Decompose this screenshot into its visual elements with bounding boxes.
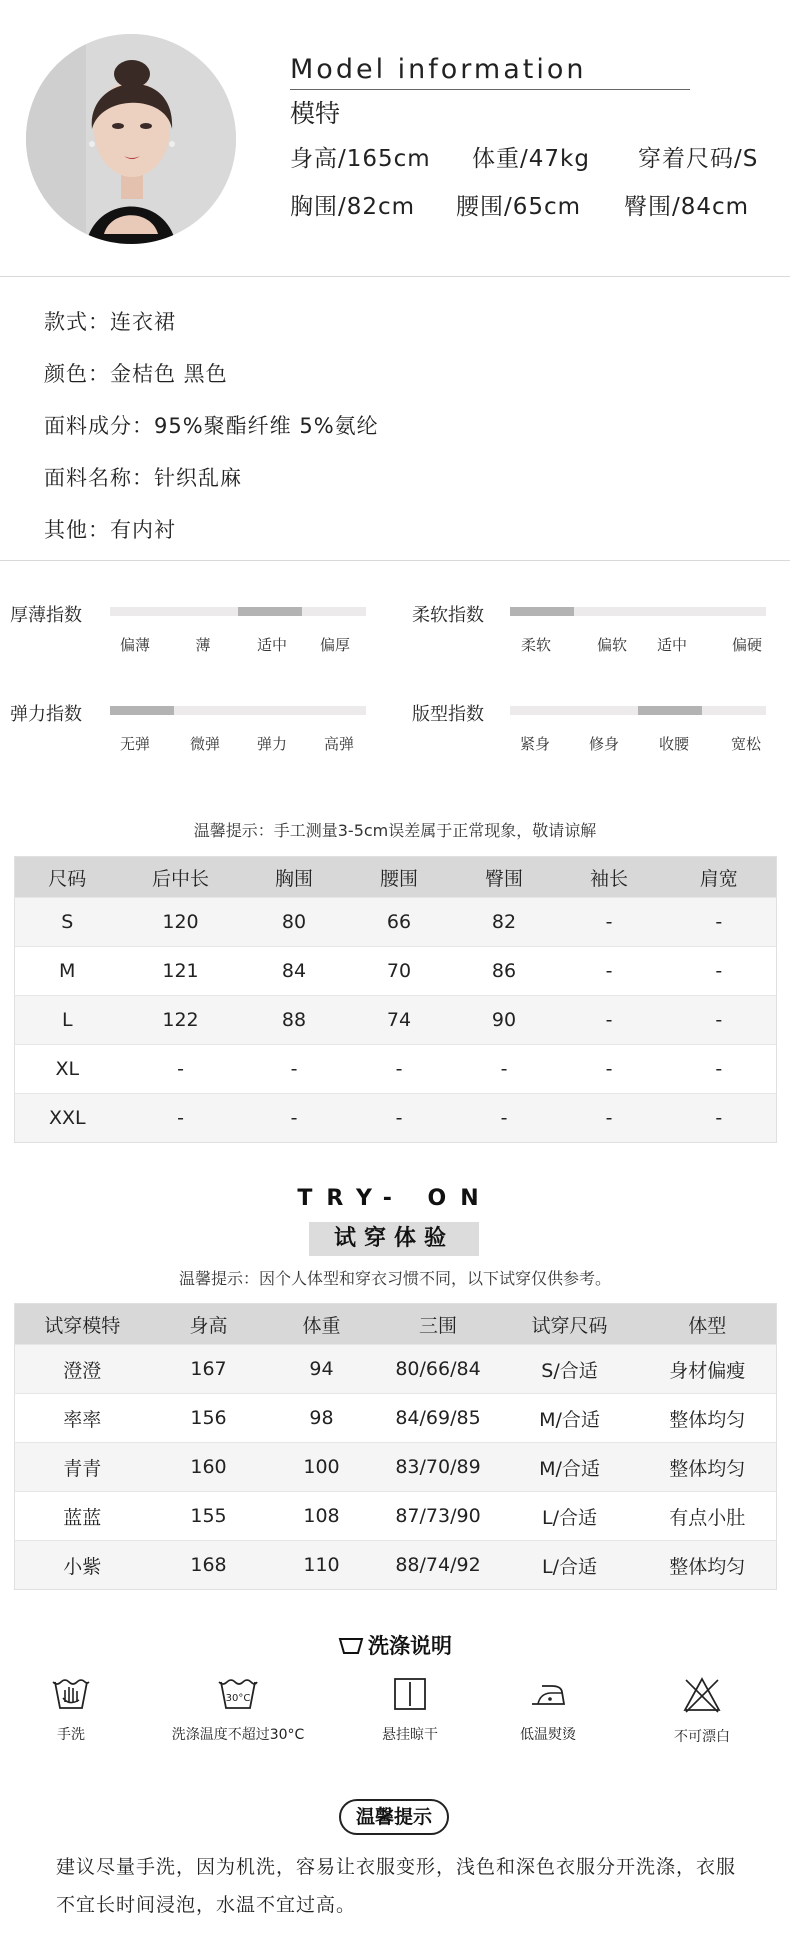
index-option: 收腰 <box>658 735 689 753</box>
tryon-table-cell: 87/73/90 <box>376 1492 501 1541</box>
size-table-row <box>15 1045 777 1094</box>
index-option: 无弹 <box>119 735 150 753</box>
wash-item-hang-dry <box>330 1676 490 1744</box>
size-table-cell: L <box>15 996 120 1045</box>
size-table-cell: - <box>557 1045 662 1094</box>
tryon-table-cell: 167 <box>150 1345 268 1394</box>
no-bleach-icon <box>682 1676 722 1714</box>
size-table-cell: 122 <box>120 996 242 1045</box>
tryon-table-cell: 100 <box>268 1443 376 1492</box>
attr-composition: 面料成分：95%聚酯纤维 5%氨纶 <box>44 414 379 438</box>
tryon-table-cell: 88/74/92 <box>376 1541 501 1590</box>
model-info-title: Model information <box>290 54 587 85</box>
size-header-cell: 胸围 <box>242 857 347 898</box>
size-header-cell: 后中长 <box>120 857 242 898</box>
wash-label: 低温熨烫 <box>520 1727 576 1743</box>
size-table-cell: 120 <box>120 898 242 947</box>
size-table-cell: 88 <box>242 996 347 1045</box>
basin-icon <box>338 1636 364 1656</box>
tryon-table-cell: 小紫 <box>15 1541 150 1590</box>
tryon-table-cell: 98 <box>268 1394 376 1443</box>
tryon-table-row <box>15 1541 777 1590</box>
index-option: 修身 <box>588 735 619 753</box>
tryon-header-cell: 体型 <box>639 1304 777 1345</box>
index-label-fit: 版型指数 <box>412 704 484 725</box>
tryon-table-cell: 整体均匀 <box>639 1394 777 1443</box>
model-bust: 胸围/82cm <box>290 194 416 220</box>
size-table-row <box>15 1094 777 1143</box>
tryon-table-cell: 有点小肚 <box>639 1492 777 1541</box>
size-table-cell: - <box>662 1045 777 1094</box>
attr-color: 颜色：金桔色 黑色 <box>44 362 228 386</box>
tryon-table-cell: 整体均匀 <box>639 1443 777 1492</box>
tryon-title: TRY- ON <box>297 1186 493 1211</box>
size-header-cell: 袖长 <box>557 857 662 898</box>
tryon-header-cell: 试穿尺码 <box>501 1304 639 1345</box>
size-table-cell: 80 <box>242 898 347 947</box>
tryon-table-cell: 83/70/89 <box>376 1443 501 1492</box>
size-table <box>14 856 777 1143</box>
wash-item-no-bleach <box>622 1676 782 1746</box>
tryon-table-row <box>15 1443 777 1492</box>
index-option: 适中 <box>256 636 287 654</box>
model-weight: 体重/47kg <box>472 146 590 172</box>
index-option: 弹力 <box>256 735 287 753</box>
size-table-header-row <box>15 857 777 898</box>
index-bar-fit <box>510 706 766 715</box>
index-option: 宽松 <box>730 735 761 753</box>
size-table-cell: S <box>15 898 120 947</box>
tryon-table-cell: 160 <box>150 1443 268 1492</box>
tryon-table-cell: S/合适 <box>501 1345 639 1394</box>
model-portrait-image <box>26 34 236 244</box>
tryon-table-cell: 整体均匀 <box>639 1541 777 1590</box>
size-table-cell: XXL <box>15 1094 120 1143</box>
section-divider <box>0 276 790 277</box>
size-header-cell: 尺码 <box>15 857 120 898</box>
hand-wash-icon <box>51 1676 91 1712</box>
wash-30c-icon <box>217 1676 259 1712</box>
tryon-table-cell: L/合适 <box>501 1492 639 1541</box>
size-table-cell: 70 <box>347 947 452 996</box>
size-table-cell: M <box>15 947 120 996</box>
tryon-table-cell: 率率 <box>15 1394 150 1443</box>
wash-label: 洗涤温度不超过30°C <box>171 1727 305 1743</box>
tryon-tip: 温馨提示：因个人体型和穿衣习惯不同，以下试穿仅供参考。 <box>178 1269 611 1288</box>
tryon-table-cell: M/合适 <box>501 1394 639 1443</box>
tryon-table-cell: L/合适 <box>501 1541 639 1590</box>
wash-label: 手洗 <box>57 1727 85 1743</box>
tryon-table-cell: 168 <box>150 1541 268 1590</box>
index-label-elasticity: 弹力指数 <box>10 704 82 725</box>
tryon-table-cell: 84/69/85 <box>376 1394 501 1443</box>
index-option: 柔软 <box>520 636 551 654</box>
size-table-cell: 84 <box>242 947 347 996</box>
index-fill-elasticity <box>110 706 174 715</box>
index-option: 偏薄 <box>119 636 150 654</box>
index-option: 偏硬 <box>731 636 762 654</box>
index-label-thickness: 厚薄指数 <box>10 605 82 626</box>
tryon-table-header-row <box>15 1304 777 1345</box>
index-option: 薄 <box>195 636 211 654</box>
low-temp-iron-icon <box>528 1676 568 1712</box>
size-table-cell: XL <box>15 1045 120 1094</box>
tryon-table-cell: 156 <box>150 1394 268 1443</box>
tryon-table-row <box>15 1394 777 1443</box>
tryon-table-cell: 80/66/84 <box>376 1345 501 1394</box>
tryon-table-cell: M/合适 <box>501 1443 639 1492</box>
index-option: 高弹 <box>323 735 354 753</box>
size-table-cell: - <box>347 1045 452 1094</box>
tryon-table-cell: 110 <box>268 1541 376 1590</box>
tryon-table-cell: 澄澄 <box>15 1345 150 1394</box>
size-table-cell: - <box>557 947 662 996</box>
model-photo <box>26 34 236 244</box>
size-table-cell: - <box>662 1094 777 1143</box>
size-table-cell: - <box>347 1094 452 1143</box>
hang-dry-icon <box>392 1676 428 1712</box>
size-table-cell: - <box>242 1045 347 1094</box>
size-table-cell: - <box>662 898 777 947</box>
size-table-cell: - <box>452 1094 557 1143</box>
index-bar-softness <box>510 607 766 616</box>
wash-item-hand-wash <box>0 1676 151 1744</box>
model-title-underline <box>290 89 690 90</box>
section-divider <box>0 560 790 561</box>
wash-title <box>0 1630 790 1660</box>
index-bar-elasticity <box>110 706 366 715</box>
tryon-table-row <box>15 1492 777 1541</box>
wash-item-30c <box>158 1676 318 1744</box>
tryon-table <box>14 1303 777 1590</box>
index-option: 偏厚 <box>319 636 350 654</box>
size-header-cell: 肩宽 <box>662 857 777 898</box>
tryon-table-row <box>15 1345 777 1394</box>
model-waist: 腰围/65cm <box>456 194 582 220</box>
tryon-table-cell: 155 <box>150 1492 268 1541</box>
size-table-cell: 90 <box>452 996 557 1045</box>
attr-style: 款式：连衣裙 <box>44 310 176 334</box>
index-fill-thickness <box>238 607 302 616</box>
size-table-tip: 温馨提示：手工测量3-5cm误差属于正常现象，敬请谅解 <box>193 821 597 840</box>
size-table-row <box>15 947 777 996</box>
tryon-table-cell: 94 <box>268 1345 376 1394</box>
tryon-header-cell: 三围 <box>376 1304 501 1345</box>
attr-fabric-name: 面料名称：针织乱麻 <box>44 466 242 490</box>
index-option: 适中 <box>656 636 687 654</box>
size-table-cell: 86 <box>452 947 557 996</box>
size-table-cell: - <box>662 996 777 1045</box>
wash-label: 不可漂白 <box>674 1729 730 1745</box>
size-table-cell: - <box>557 898 662 947</box>
wash-item-low-iron <box>468 1676 628 1744</box>
model-height: 身高/165cm <box>290 146 431 172</box>
tryon-table-cell: 青青 <box>15 1443 150 1492</box>
index-option: 微弹 <box>189 735 220 753</box>
index-fill-fit <box>638 706 702 715</box>
index-option: 紧身 <box>519 735 550 753</box>
size-header-cell: 臀围 <box>452 857 557 898</box>
tryon-table-cell: 身材偏瘦 <box>639 1345 777 1394</box>
size-table-row <box>15 898 777 947</box>
size-table-row <box>15 996 777 1045</box>
model-subtitle: 模特 <box>290 99 341 128</box>
attr-other: 其他：有内衬 <box>44 518 176 542</box>
size-table-cell: - <box>662 947 777 996</box>
size-table-cell: 82 <box>452 898 557 947</box>
wash-label: 悬挂晾干 <box>382 1727 438 1743</box>
index-bar-thickness <box>110 607 366 616</box>
tryon-table-cell: 蓝蓝 <box>15 1492 150 1541</box>
size-table-cell: 74 <box>347 996 452 1045</box>
size-table-cell: 66 <box>347 898 452 947</box>
tips-title: 温馨提示 <box>339 1799 449 1835</box>
model-hip: 臀围/84cm <box>624 194 750 220</box>
size-table-cell: - <box>557 1094 662 1143</box>
tryon-subtitle: 试穿体验 <box>309 1222 479 1256</box>
size-table-cell: - <box>120 1094 242 1143</box>
size-table-cell: - <box>452 1045 557 1094</box>
index-fill-softness <box>510 607 574 616</box>
wash-title-text: 洗涤说明 <box>368 1634 452 1658</box>
index-option: 偏软 <box>596 636 627 654</box>
size-table-cell: - <box>242 1094 347 1143</box>
wash-temp-text: 30°C <box>225 1693 251 1704</box>
tryon-header-cell: 体重 <box>268 1304 376 1345</box>
model-size: 穿着尺码/S <box>638 146 759 172</box>
tips-text: 建议尽量手洗，因为机洗，容易让衣服变形，浅色和深色衣服分开洗涤，衣服不宜长时间浸泡，水温不宜过高。 <box>56 1856 737 1916</box>
size-table-cell: 121 <box>120 947 242 996</box>
index-label-softness: 柔软指数 <box>412 605 484 626</box>
tryon-table-cell: 108 <box>268 1492 376 1541</box>
size-table-cell: - <box>120 1045 242 1094</box>
size-table-cell: - <box>557 996 662 1045</box>
tryon-header-cell: 试穿模特 <box>15 1304 150 1345</box>
size-header-cell: 腰围 <box>347 857 452 898</box>
tryon-header-cell: 身高 <box>150 1304 268 1345</box>
